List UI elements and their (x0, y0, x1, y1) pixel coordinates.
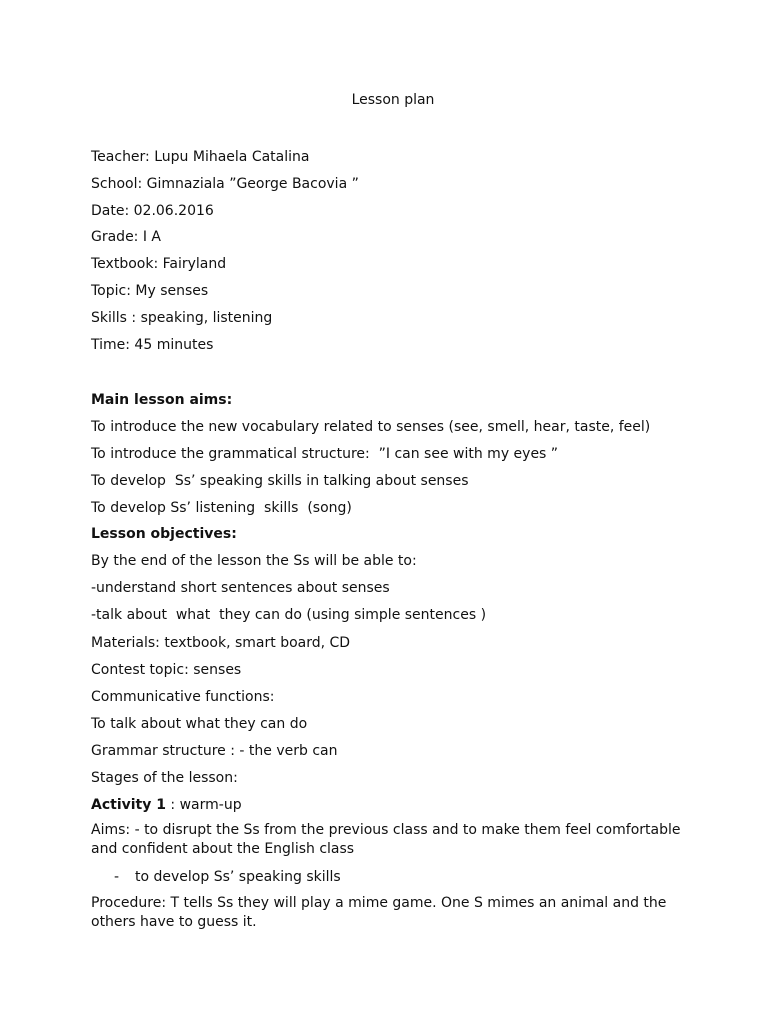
function-item: To talk about what they can do (91, 716, 308, 732)
objective-item: -talk about what they can do (using simple sentences ) (91, 607, 487, 623)
activity-1-bullet-text: to develop Ss’ speaking skills (135, 869, 341, 885)
skills-line: Skills : speaking, listening (91, 310, 273, 326)
activity-1-bullet-item (91, 868, 681, 886)
grade-line: Grade: I A (91, 229, 162, 245)
grammar-structure-line: Grammar structure : - the verb can (91, 743, 338, 759)
aim-item: To develop Ss’ speaking skills in talking about senses (91, 473, 469, 489)
materials-line: Materials: textbook, smart board, CD (91, 635, 351, 651)
aim-item: To introduce the new vocabulary related to senses (see, smell, hear, taste, feel) (91, 419, 651, 435)
document-body (91, 148, 681, 932)
activity-1-title: : warm-up (165, 797, 242, 813)
contest-topic-line: Contest topic: senses (91, 662, 242, 678)
activity-1-heading (91, 796, 681, 814)
objective-item: -understand short sentences about senses (91, 580, 390, 596)
communicative-functions-line: Communicative functions: (91, 689, 275, 705)
objectives-intro: By the end of the lesson the Ss will be able to: (91, 553, 417, 569)
aim-item: To develop Ss’ listening skills (song) (91, 500, 352, 516)
aim-item: To introduce the grammatical structure: ”I can see with my eyes ” (91, 446, 559, 462)
page-title: Lesson plan (351, 92, 435, 108)
stages-line: Stages of the lesson: (91, 770, 238, 786)
bullet-dash: - (114, 869, 120, 885)
topic-line: Topic: My senses (91, 283, 209, 299)
textbook-line: Textbook: Fairyland (91, 256, 227, 272)
teacher-line: Teacher: Lupu Mihaela Catalina (91, 149, 310, 165)
main-aims-heading: Main lesson aims: (91, 392, 233, 408)
activity-1-label: Activity 1 (91, 797, 166, 813)
date-line: Date: 02.06.2016 (91, 203, 214, 219)
objectives-heading: Lesson objectives: (91, 526, 237, 542)
activity-1-aims: Aims: - to disrupt the Ss from the previous class and to make them feel comfortable and confident about the English class (91, 822, 681, 857)
time-line: Time: 45 minutes (91, 337, 214, 353)
activity-1-procedure: Procedure: T tells Ss they will play a mime game. One S mimes an animal and the others have to guess it. (91, 895, 667, 930)
school-line: School: Gimnaziala ”George Bacovia ” (91, 176, 359, 192)
